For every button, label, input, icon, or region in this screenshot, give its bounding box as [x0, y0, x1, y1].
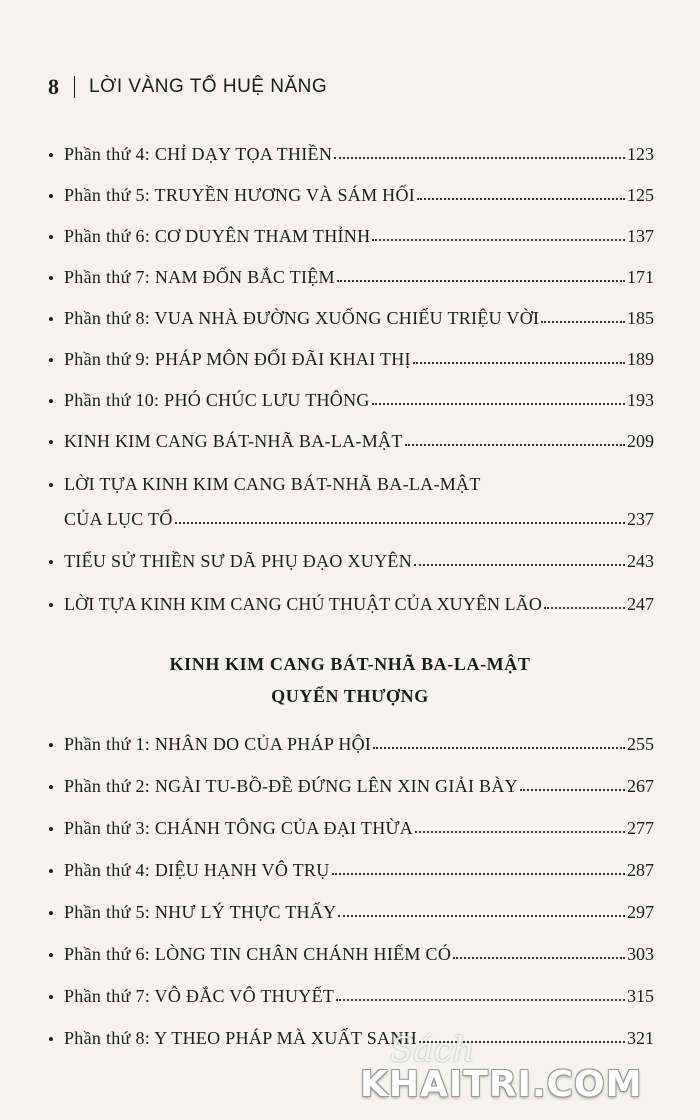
bullet: • — [48, 476, 54, 495]
book-title: LỜI VÀNG TỔ HUỆ NĂNG — [89, 76, 328, 97]
toc-entry[interactable] — [48, 226, 654, 256]
toc-entry-page: 123 — [627, 144, 654, 164]
bullet: • — [48, 310, 54, 329]
toc-entry-page: 125 — [627, 185, 654, 205]
toc-entry[interactable] — [48, 144, 654, 174]
toc-entry-title: TIỂU SỬ THIỀN SƯ DÃ PHỤ ĐẠO XUYÊN — [64, 551, 412, 571]
toc-entry-page: 243 — [627, 551, 654, 571]
toc-entry-page: 171 — [627, 267, 654, 287]
toc-entry-page: 255 — [627, 734, 654, 754]
bullet: • — [48, 351, 54, 370]
dot-leader — [372, 239, 625, 241]
watermark-brand: KHAITRI.COM — [360, 1064, 643, 1105]
toc-entry-page: 277 — [627, 818, 654, 838]
toc-entry[interactable] — [48, 185, 654, 215]
dot-leader — [332, 873, 626, 875]
toc-entry-page: 209 — [627, 431, 654, 451]
dot-leader — [372, 403, 625, 405]
toc-entry-title: Phần thứ 5: TRUYỀN HƯƠNG VÀ SÁM HỐI — [64, 185, 416, 205]
toc-entry-page: 193 — [627, 390, 654, 410]
section-title-line1: KINH KIM CANG BÁT-NHÃ BA-LA-MẬT — [169, 654, 531, 674]
toc-entry-title: Phần thứ 8: VUA NHÀ ĐƯỜNG XUỐNG CHIẾU TRIỆU VỜI — [64, 308, 540, 328]
dot-leader — [337, 280, 625, 282]
toc-entry[interactable] — [48, 818, 654, 848]
toc-entry-page: 287 — [627, 860, 654, 880]
toc-entry-title: Phần thứ 6: CƠ DUYÊN THAM THỈNH — [64, 226, 371, 246]
watermark-script: Sách — [390, 1030, 475, 1070]
toc-entry[interactable] — [48, 860, 654, 890]
bullet: • — [48, 820, 54, 839]
dot-leader — [453, 957, 625, 959]
toc-entry[interactable] — [48, 551, 654, 581]
toc-entry[interactable] — [48, 308, 654, 338]
toc-entry-title: Phần thứ 7: VÔ ĐẮC VÔ THUYẾT — [64, 986, 335, 1006]
toc-entry-title: Phần thứ 6: LÒNG TIN CHÂN CHÁNH HIẾM CÓ — [64, 944, 452, 964]
toc-entry[interactable] — [48, 267, 654, 297]
bullet: • — [48, 187, 54, 206]
toc-entry-title: Phần thứ 1: NHÂN DO CỦA PHÁP HỘI — [64, 734, 372, 754]
toc-entry-title: Phần thứ 4: CHỈ DẠY TỌA THIỀN — [64, 144, 333, 164]
toc-entry[interactable] — [48, 902, 654, 932]
dot-leader — [336, 999, 625, 1001]
bullet: • — [48, 392, 54, 411]
toc-entry-page: 303 — [627, 944, 654, 964]
bullet: • — [48, 146, 54, 165]
toc-entry[interactable] — [48, 776, 654, 806]
dot-leader — [338, 915, 625, 917]
toc-entry[interactable] — [48, 390, 654, 420]
toc-entry-title: Phần thứ 8: Y THEO PHÁP MÀ XUẤT SANH — [64, 1028, 417, 1048]
bullet: • — [48, 1030, 54, 1049]
toc-entry-page: 185 — [627, 308, 654, 328]
toc-entry-page: 237 — [627, 509, 654, 529]
toc-entry[interactable] — [48, 431, 654, 461]
toc-entry-title-line2: CỦA LỤC TỔ — [64, 509, 173, 529]
toc-entry-title: Phần thứ 9: PHÁP MÔN ĐỐI ĐÃI KHAI THỊ — [64, 349, 411, 369]
toc-entry-title: Phần thứ 2: NGÀI TU-BỒ-ĐỀ ĐỨNG LÊN XIN GIẢI BÀY — [64, 776, 518, 796]
bullet: • — [48, 988, 54, 1007]
dot-leader — [415, 831, 625, 833]
dot-leader — [334, 157, 625, 159]
page-number: 8 — [48, 74, 60, 99]
bullet: • — [48, 596, 54, 615]
dot-leader — [405, 444, 625, 446]
toc-entry[interactable] — [48, 944, 654, 974]
toc-entry-page: 267 — [627, 776, 654, 796]
dot-leader — [175, 522, 625, 524]
dot-leader — [413, 362, 625, 364]
dot-leader — [417, 198, 625, 200]
toc-entry-title: LỜI TỰA KINH KIM CANG CHÚ THUẬT CỦA XUYÊN LÃO — [64, 594, 542, 614]
bullet: • — [48, 946, 54, 965]
toc-entry-page: 189 — [627, 349, 654, 369]
toc-entry[interactable] — [48, 734, 654, 764]
bullet: • — [48, 228, 54, 247]
section-title-line2: QUYỂN THƯỢNG — [271, 686, 429, 706]
bullet: • — [48, 736, 54, 755]
toc-entry[interactable] — [48, 986, 654, 1016]
toc-entry-continuation[interactable] — [48, 509, 654, 539]
watermark-logo — [360, 1030, 690, 1110]
toc-entry[interactable] — [48, 594, 654, 624]
toc-entry-page: 321 — [627, 1028, 654, 1048]
toc-entry-page: 297 — [627, 902, 654, 922]
dot-leader — [520, 789, 625, 791]
dot-leader — [414, 564, 625, 566]
toc-entry-title: Phần thứ 4: DIỆU HẠNH VÔ TRỤ — [64, 860, 330, 880]
dot-leader — [373, 747, 625, 749]
toc-entry-title: Phần thứ 5: NHƯ LÝ THỰC THẤY — [64, 902, 337, 922]
bullet: • — [48, 862, 54, 881]
toc-entry-title: Phần thứ 3: CHÁNH TÔNG CỦA ĐẠI THỪA — [64, 818, 414, 838]
dot-leader — [541, 321, 625, 323]
toc-entry-page: 315 — [627, 986, 654, 1006]
toc-entry-title: LỜI TỰA KINH KIM CANG BÁT-NHÃ BA-LA-MẬT — [64, 474, 481, 494]
dot-leader — [544, 607, 625, 609]
toc-entry[interactable] — [48, 349, 654, 379]
bullet: • — [48, 778, 54, 797]
toc-entry-title: Phần thứ 7: NAM ĐỐN BẮC TIỆM — [64, 267, 335, 287]
toc-entry-title: Phần thứ 10: PHÓ CHÚC LƯU THÔNG — [64, 390, 370, 410]
running-header — [48, 74, 327, 100]
header-divider — [74, 76, 76, 98]
bullet: • — [48, 553, 54, 572]
toc-entry-page: 137 — [627, 226, 654, 246]
bullet: • — [48, 269, 54, 288]
bullet: • — [48, 433, 54, 452]
toc-entry-title: KINH KIM CANG BÁT-NHÃ BA-LA-MẬT — [64, 431, 403, 451]
toc-entry-page: 247 — [627, 594, 654, 614]
bullet: • — [48, 904, 54, 923]
toc-entry[interactable] — [48, 474, 654, 504]
